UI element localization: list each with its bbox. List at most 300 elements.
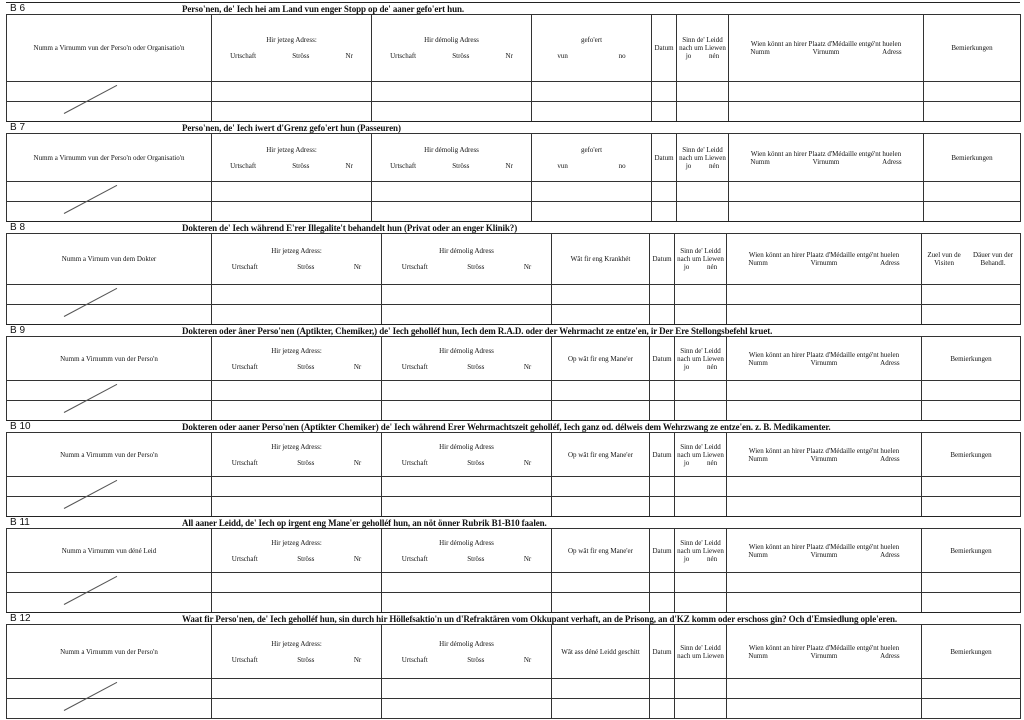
entry-cell[interactable] xyxy=(7,497,212,517)
current-address-header xyxy=(212,15,372,82)
section-b-6 xyxy=(6,2,1020,121)
current-address-header xyxy=(212,234,382,285)
former-address-label: Hir démolig Adress xyxy=(439,639,494,648)
entry-cell[interactable] xyxy=(382,593,552,613)
section-b-9 xyxy=(6,324,1020,420)
entry-cell[interactable] xyxy=(727,573,922,593)
former-stross: Ströss xyxy=(452,161,470,170)
entry-cell[interactable] xyxy=(729,182,924,202)
medal-subheaders xyxy=(729,158,923,166)
medal-subheaders xyxy=(727,455,921,463)
entry-cell[interactable] xyxy=(532,82,652,102)
section-title: Dokteren oder aaner Perso'nen (Aptikter Chemiker) de' Iech während Erer Wehrmachtszeit geholléf, Iech ganz od. délweis dem Wehrzwang ze entze'en. z. B. Medikamenter. xyxy=(182,422,831,432)
entry-cell[interactable] xyxy=(727,401,922,421)
section-table xyxy=(6,624,1021,719)
entry-cell[interactable] xyxy=(675,573,727,593)
current-urtschaft: Urtschaft xyxy=(231,263,258,271)
remarks-label: Bemierkungen xyxy=(950,647,992,656)
data-row xyxy=(7,305,1021,325)
entry-cell[interactable] xyxy=(382,401,552,421)
entry-cell[interactable] xyxy=(212,82,372,102)
current-subheaders xyxy=(212,459,381,467)
medal-numm: Numm xyxy=(750,157,770,166)
section-b-7 xyxy=(6,121,1020,221)
name-label: Numm a Virnumm vun der Perso'n xyxy=(60,354,158,363)
entry-cell[interactable] xyxy=(532,182,652,202)
entry-cell[interactable] xyxy=(552,593,650,613)
name-label: Numm a Virnumm vun déné Leid xyxy=(61,546,157,555)
alive-jo: jo xyxy=(683,458,690,467)
guided-header xyxy=(532,15,652,82)
current-subheaders xyxy=(212,52,371,60)
medal-header xyxy=(727,529,922,573)
current-address-header xyxy=(212,433,382,477)
entry-cell[interactable] xyxy=(382,305,552,325)
entry-cell[interactable] xyxy=(650,497,675,517)
entry-cell[interactable] xyxy=(922,593,1021,613)
alive-subheaders xyxy=(677,52,728,60)
entry-cell[interactable] xyxy=(7,305,212,325)
entry-cell[interactable] xyxy=(727,305,922,325)
remarks-header xyxy=(922,337,1021,381)
medal-label: Wien könnt an hirer Plaatz d'Médaille entgé'nt huelen xyxy=(748,542,900,551)
entry-cell[interactable] xyxy=(677,82,729,102)
former-address-label: Hir démolig Adress xyxy=(439,346,494,355)
data-row xyxy=(7,699,1021,719)
alive-nen: nén xyxy=(707,458,718,467)
entry-cell[interactable] xyxy=(372,182,532,202)
former-urtschaft: Urtschaft xyxy=(401,458,428,467)
former-stross: Ströss xyxy=(467,554,485,563)
alive-nen: nén xyxy=(709,52,720,60)
entry-cell[interactable] xyxy=(650,679,675,699)
former-address-header xyxy=(382,433,552,477)
former-stross: Ströss xyxy=(467,263,485,271)
medal-label: Wien könnt an hirer Plaatz d'Médaille entgé'nt huelen xyxy=(748,643,900,652)
entry-cell[interactable] xyxy=(7,182,212,202)
remarks-label: Bemierkungen xyxy=(950,450,992,459)
former-address-header xyxy=(382,529,552,573)
date-label: Datum xyxy=(652,450,672,459)
guided-header xyxy=(532,134,652,182)
entry-cell[interactable] xyxy=(372,82,532,102)
name-header xyxy=(7,15,212,82)
name-label: Numm a Virnumm vun der Perso'n oder Organisatio'n xyxy=(33,153,185,162)
current-urtschaft: Urtschaft xyxy=(231,458,258,467)
data-row xyxy=(7,381,1021,401)
current-urtschaft: Urtschaft xyxy=(230,161,257,170)
entry-cell[interactable] xyxy=(650,305,675,325)
medal-subheaders xyxy=(729,48,923,56)
alive-header xyxy=(675,433,727,477)
alive-subheaders xyxy=(675,555,726,563)
guided-label: gefo'ert xyxy=(580,145,603,154)
date-header xyxy=(652,134,677,182)
section-title: Perso'nen, de' Iech hei am Land vun enger Stopp op de' aaner gefo'ert hun. xyxy=(182,4,465,14)
former-address-header xyxy=(382,234,552,285)
current-address-header xyxy=(212,625,382,679)
entry-cell[interactable] xyxy=(677,182,729,202)
manner-header xyxy=(552,529,650,573)
entry-cell[interactable] xyxy=(922,497,1021,517)
alive-jo: jo xyxy=(685,52,692,60)
former-address-header xyxy=(382,337,552,381)
entry-cell[interactable] xyxy=(382,497,552,517)
remarks-header xyxy=(924,134,1021,182)
former-address-label: Hir démolig Adress xyxy=(439,442,494,451)
former-address-header xyxy=(382,625,552,679)
illness-label: Wât fir eng Krankhét xyxy=(570,255,631,263)
entry-cell[interactable] xyxy=(727,497,922,517)
former-urtschaft: Urtschaft xyxy=(401,362,428,371)
former-urtschaft: Urtschaft xyxy=(401,655,428,664)
entry-cell[interactable] xyxy=(652,102,677,122)
entry-cell[interactable] xyxy=(212,202,372,222)
entry-cell[interactable] xyxy=(7,679,212,699)
entry-cell[interactable] xyxy=(212,401,382,421)
date-header xyxy=(650,337,675,381)
data-row xyxy=(7,679,1021,699)
entry-cell[interactable] xyxy=(924,182,1021,202)
former-subheaders xyxy=(382,363,551,371)
remarks-header xyxy=(922,625,1021,679)
current-address-label: Hir jetzeg Adress: xyxy=(266,36,317,44)
medal-adress: Adress xyxy=(882,48,902,56)
entry-cell[interactable] xyxy=(650,699,675,719)
entry-cell[interactable] xyxy=(7,699,212,719)
header-row xyxy=(7,15,1021,82)
entry-cell[interactable] xyxy=(7,593,212,613)
remarks-header xyxy=(922,529,1021,573)
name-header xyxy=(7,433,212,477)
entry-cell[interactable] xyxy=(922,401,1021,421)
medal-header xyxy=(729,134,924,182)
entry-cell[interactable] xyxy=(532,202,652,222)
current-nr: Nr xyxy=(345,52,353,60)
entry-cell[interactable] xyxy=(924,82,1021,102)
entry-cell[interactable] xyxy=(727,477,922,497)
entry-cell[interactable] xyxy=(922,477,1021,497)
entry-cell[interactable] xyxy=(675,381,727,401)
illness-header xyxy=(552,234,650,285)
alive-header xyxy=(677,134,729,182)
entry-cell[interactable] xyxy=(552,573,650,593)
entry-cell[interactable] xyxy=(212,102,372,122)
current-nr: Nr xyxy=(353,554,362,563)
current-address-label: Hir jetzeg Adress: xyxy=(271,639,322,648)
section-table xyxy=(6,233,1021,325)
medal-virnumm: Virnumm xyxy=(810,358,838,367)
entry-cell[interactable] xyxy=(212,573,382,593)
alive-header xyxy=(675,234,727,285)
entry-cell[interactable] xyxy=(212,699,382,719)
entry-cell[interactable] xyxy=(382,381,552,401)
medal-label: Wien könnt an hirer Plaatz d'Médaille entgé'nt huelen xyxy=(750,40,902,48)
entry-cell[interactable] xyxy=(552,285,650,305)
medal-adress: Adress xyxy=(880,259,900,267)
medal-virnumm: Virnumm xyxy=(810,550,838,559)
medal-label: Wien könnt an hirer Plaatz d'Médaille entgé'nt huelen xyxy=(750,149,902,158)
medal-adress: Adress xyxy=(880,651,900,660)
current-urtschaft: Urtschaft xyxy=(231,554,258,563)
medal-numm: Numm xyxy=(748,651,768,660)
medal-virnumm: Virnumm xyxy=(810,651,838,660)
section-table xyxy=(6,528,1021,613)
entry-cell[interactable] xyxy=(7,102,212,122)
section-code: B 8 xyxy=(10,222,26,233)
entry-cell[interactable] xyxy=(372,102,532,122)
entry-cell[interactable] xyxy=(552,381,650,401)
medal-header xyxy=(727,337,922,381)
medal-subheaders xyxy=(727,551,921,559)
entry-cell[interactable] xyxy=(372,202,532,222)
guided-no: no xyxy=(618,161,626,170)
current-subheaders xyxy=(212,656,381,664)
entry-cell[interactable] xyxy=(727,699,922,719)
former-subheaders xyxy=(372,162,531,170)
former-address-label: Hir démolig Adress xyxy=(439,538,494,547)
entry-cell[interactable] xyxy=(552,497,650,517)
entry-cell[interactable] xyxy=(675,679,727,699)
entry-cell[interactable] xyxy=(652,202,677,222)
former-nr: Nr xyxy=(505,161,513,170)
alive-label: Sinn de' Leidd nach um Liewen xyxy=(677,643,724,660)
data-row xyxy=(7,477,1021,497)
medal-subheaders xyxy=(727,359,921,367)
medal-numm: Numm xyxy=(748,550,768,559)
entry-cell[interactable] xyxy=(382,699,552,719)
entry-cell[interactable] xyxy=(552,401,650,421)
name-header xyxy=(7,134,212,182)
header-row xyxy=(7,529,1021,573)
entry-cell[interactable] xyxy=(212,497,382,517)
data-row xyxy=(7,82,1021,102)
medal-virnumm: Virnumm xyxy=(812,157,840,166)
entry-cell[interactable] xyxy=(675,401,727,421)
entry-cell[interactable] xyxy=(532,102,652,122)
entry-cell[interactable] xyxy=(677,102,729,122)
remarks-header xyxy=(924,15,1021,82)
section-title: Perso'nen, de' Iech iwert d'Grenz gefo'ert hun (Passeuren) xyxy=(182,123,401,133)
guided-vun: vun xyxy=(557,52,568,60)
current-nr: Nr xyxy=(353,655,362,664)
entry-cell[interactable] xyxy=(729,202,924,222)
entry-cell[interactable] xyxy=(650,381,675,401)
entry-cell[interactable] xyxy=(922,679,1021,699)
medal-subheaders xyxy=(727,652,921,660)
name-header xyxy=(7,234,212,285)
section-b-11 xyxy=(6,516,1020,612)
date-header xyxy=(650,529,675,573)
alive-label: Sinn de' Leidd nach um Liewen xyxy=(677,247,724,263)
entry-cell[interactable] xyxy=(650,477,675,497)
entry-cell[interactable] xyxy=(675,305,727,325)
alive-nen: nén xyxy=(707,362,718,371)
section-title: Dokteren oder âner Perso'nen (Aptikter, Chemiker,) de' Iech geholléf hun, Iech dem R.A.D. oder der Wehrmacht ze entze'en, ir Der Ere Stellongsbefehl kruet. xyxy=(182,326,773,336)
entry-cell[interactable] xyxy=(7,381,212,401)
former-urtschaft: Urtschaft xyxy=(401,554,428,563)
date-header xyxy=(652,15,677,82)
header-row xyxy=(7,337,1021,381)
entry-cell[interactable] xyxy=(727,381,922,401)
current-nr: Nr xyxy=(353,263,362,271)
entry-cell[interactable] xyxy=(729,82,924,102)
entry-cell[interactable] xyxy=(924,102,1021,122)
section-code: B 12 xyxy=(10,613,31,624)
entry-cell[interactable] xyxy=(650,573,675,593)
entry-cell[interactable] xyxy=(7,285,212,305)
entry-cell[interactable] xyxy=(382,477,552,497)
entry-cell[interactable] xyxy=(677,202,729,222)
entry-cell[interactable] xyxy=(552,477,650,497)
medal-label: Wien könnt an hirer Plaatz d'Médaille entgé'nt huelen xyxy=(748,446,900,455)
former-stross: Ströss xyxy=(467,655,485,664)
medal-virnumm: Virnumm xyxy=(812,48,840,56)
entry-cell[interactable] xyxy=(382,679,552,699)
entry-cell[interactable] xyxy=(650,285,675,305)
former-nr: Nr xyxy=(523,458,532,467)
former-nr: Nr xyxy=(523,554,532,563)
former-address-header xyxy=(372,15,532,82)
entry-cell[interactable] xyxy=(675,497,727,517)
entry-cell[interactable] xyxy=(924,202,1021,222)
entry-cell[interactable] xyxy=(552,679,650,699)
medal-virnumm: Virnumm xyxy=(810,259,838,267)
entry-cell[interactable] xyxy=(675,285,727,305)
date-header xyxy=(650,625,675,679)
current-stross: Ströss xyxy=(292,161,310,170)
entry-cell[interactable] xyxy=(675,477,727,497)
medal-header xyxy=(727,433,922,477)
entry-cell[interactable] xyxy=(382,573,552,593)
current-stross: Ströss xyxy=(297,458,315,467)
entry-cell[interactable] xyxy=(7,477,212,497)
name-header xyxy=(7,625,212,679)
entry-cell[interactable] xyxy=(727,593,922,613)
alive-jo: jo xyxy=(685,161,692,170)
alive-header xyxy=(675,337,727,381)
entry-cell[interactable] xyxy=(7,82,212,102)
entry-cell[interactable] xyxy=(212,285,382,305)
visits-count-label: Zuel vun de Visiten xyxy=(927,251,961,267)
header-row xyxy=(7,433,1021,477)
former-subheaders xyxy=(372,52,531,60)
entry-cell[interactable] xyxy=(675,593,727,613)
guided-label: gefo'ert xyxy=(580,36,603,44)
current-address-label: Hir jetzeg Adress: xyxy=(271,346,322,355)
alive-header xyxy=(677,15,729,82)
former-nr: Nr xyxy=(523,362,532,371)
guided-subheaders xyxy=(532,162,651,170)
section-code: B 11 xyxy=(10,517,30,528)
fate-header xyxy=(552,625,650,679)
medal-numm: Numm xyxy=(748,259,768,267)
entry-cell[interactable] xyxy=(212,182,372,202)
entry-cell[interactable] xyxy=(552,699,650,719)
entry-cell[interactable] xyxy=(675,699,727,719)
visits-header xyxy=(922,234,1021,285)
entry-cell[interactable] xyxy=(922,573,1021,593)
current-stross: Ströss xyxy=(297,362,315,371)
entry-cell[interactable] xyxy=(652,82,677,102)
former-urtschaft: Urtschaft xyxy=(390,52,417,60)
alive-subheaders xyxy=(677,162,728,170)
manner-header xyxy=(552,337,650,381)
entry-cell[interactable] xyxy=(650,593,675,613)
former-subheaders xyxy=(382,656,551,664)
entry-cell[interactable] xyxy=(212,381,382,401)
medal-header xyxy=(729,15,924,82)
entry-cell[interactable] xyxy=(727,285,922,305)
former-address-header xyxy=(372,134,532,182)
medal-virnumm: Virnumm xyxy=(810,454,838,463)
date-header xyxy=(650,433,675,477)
entry-cell[interactable] xyxy=(212,477,382,497)
data-row xyxy=(7,182,1021,202)
entry-cell[interactable] xyxy=(212,679,382,699)
entry-cell[interactable] xyxy=(212,305,382,325)
entry-cell[interactable] xyxy=(922,285,1021,305)
entry-cell[interactable] xyxy=(922,381,1021,401)
medal-label: Wien könnt an hirer Plaatz d'Médaille entgé'nt huelen xyxy=(748,350,900,359)
alive-jo: jo xyxy=(683,362,690,371)
entry-cell[interactable] xyxy=(650,401,675,421)
medal-adress: Adress xyxy=(880,454,900,463)
manner-label: Op wât fir eng Mane'er xyxy=(567,546,633,555)
medal-adress: Adress xyxy=(880,550,900,559)
section-table xyxy=(6,432,1021,517)
current-address-label: Hir jetzeg Adress: xyxy=(271,538,322,547)
former-address-label: Hir démolig Adress xyxy=(424,36,479,44)
entry-cell[interactable] xyxy=(7,401,212,421)
date-label: Datum xyxy=(652,354,672,363)
entry-cell[interactable] xyxy=(7,573,212,593)
medal-adress: Adress xyxy=(882,157,902,166)
former-urtschaft: Urtschaft xyxy=(390,161,417,170)
section-b-8 xyxy=(6,221,1020,324)
date-label: Datum xyxy=(654,44,674,52)
entry-cell[interactable] xyxy=(212,593,382,613)
entry-cell[interactable] xyxy=(7,202,212,222)
section-code: B 7 xyxy=(10,122,26,133)
name-label: Numm a Virnumm vun der Perso'n xyxy=(60,450,158,459)
name-label: Numm a Virnum vun dem Dokter xyxy=(61,255,157,263)
date-header xyxy=(650,234,675,285)
entry-cell[interactable] xyxy=(727,679,922,699)
entry-cell[interactable] xyxy=(382,285,552,305)
data-row xyxy=(7,497,1021,517)
entry-cell[interactable] xyxy=(652,182,677,202)
section-title: All aaner Leidd, de' Iech op irgent eng Mane'er geholléf hun, an nöt önner Rubrik B1-B10 faalen. xyxy=(182,518,547,528)
alive-jo: jo xyxy=(683,554,690,563)
manner-label: Op wât fir eng Mane'er xyxy=(567,354,633,363)
current-urtschaft: Urtschaft xyxy=(231,362,258,371)
section-code: B 6 xyxy=(10,3,26,14)
current-stross: Ströss xyxy=(297,263,315,271)
entry-cell[interactable] xyxy=(552,305,650,325)
alive-subheaders xyxy=(675,363,726,371)
entry-cell[interactable] xyxy=(729,102,924,122)
section-table xyxy=(6,133,1021,222)
medal-numm: Numm xyxy=(750,48,770,56)
former-nr: Nr xyxy=(523,263,532,271)
former-stross: Ströss xyxy=(452,52,470,60)
entry-cell[interactable] xyxy=(922,305,1021,325)
entry-cell[interactable] xyxy=(922,699,1021,719)
current-nr: Nr xyxy=(353,458,362,467)
current-address-header xyxy=(212,337,382,381)
current-subheaders xyxy=(212,263,381,271)
